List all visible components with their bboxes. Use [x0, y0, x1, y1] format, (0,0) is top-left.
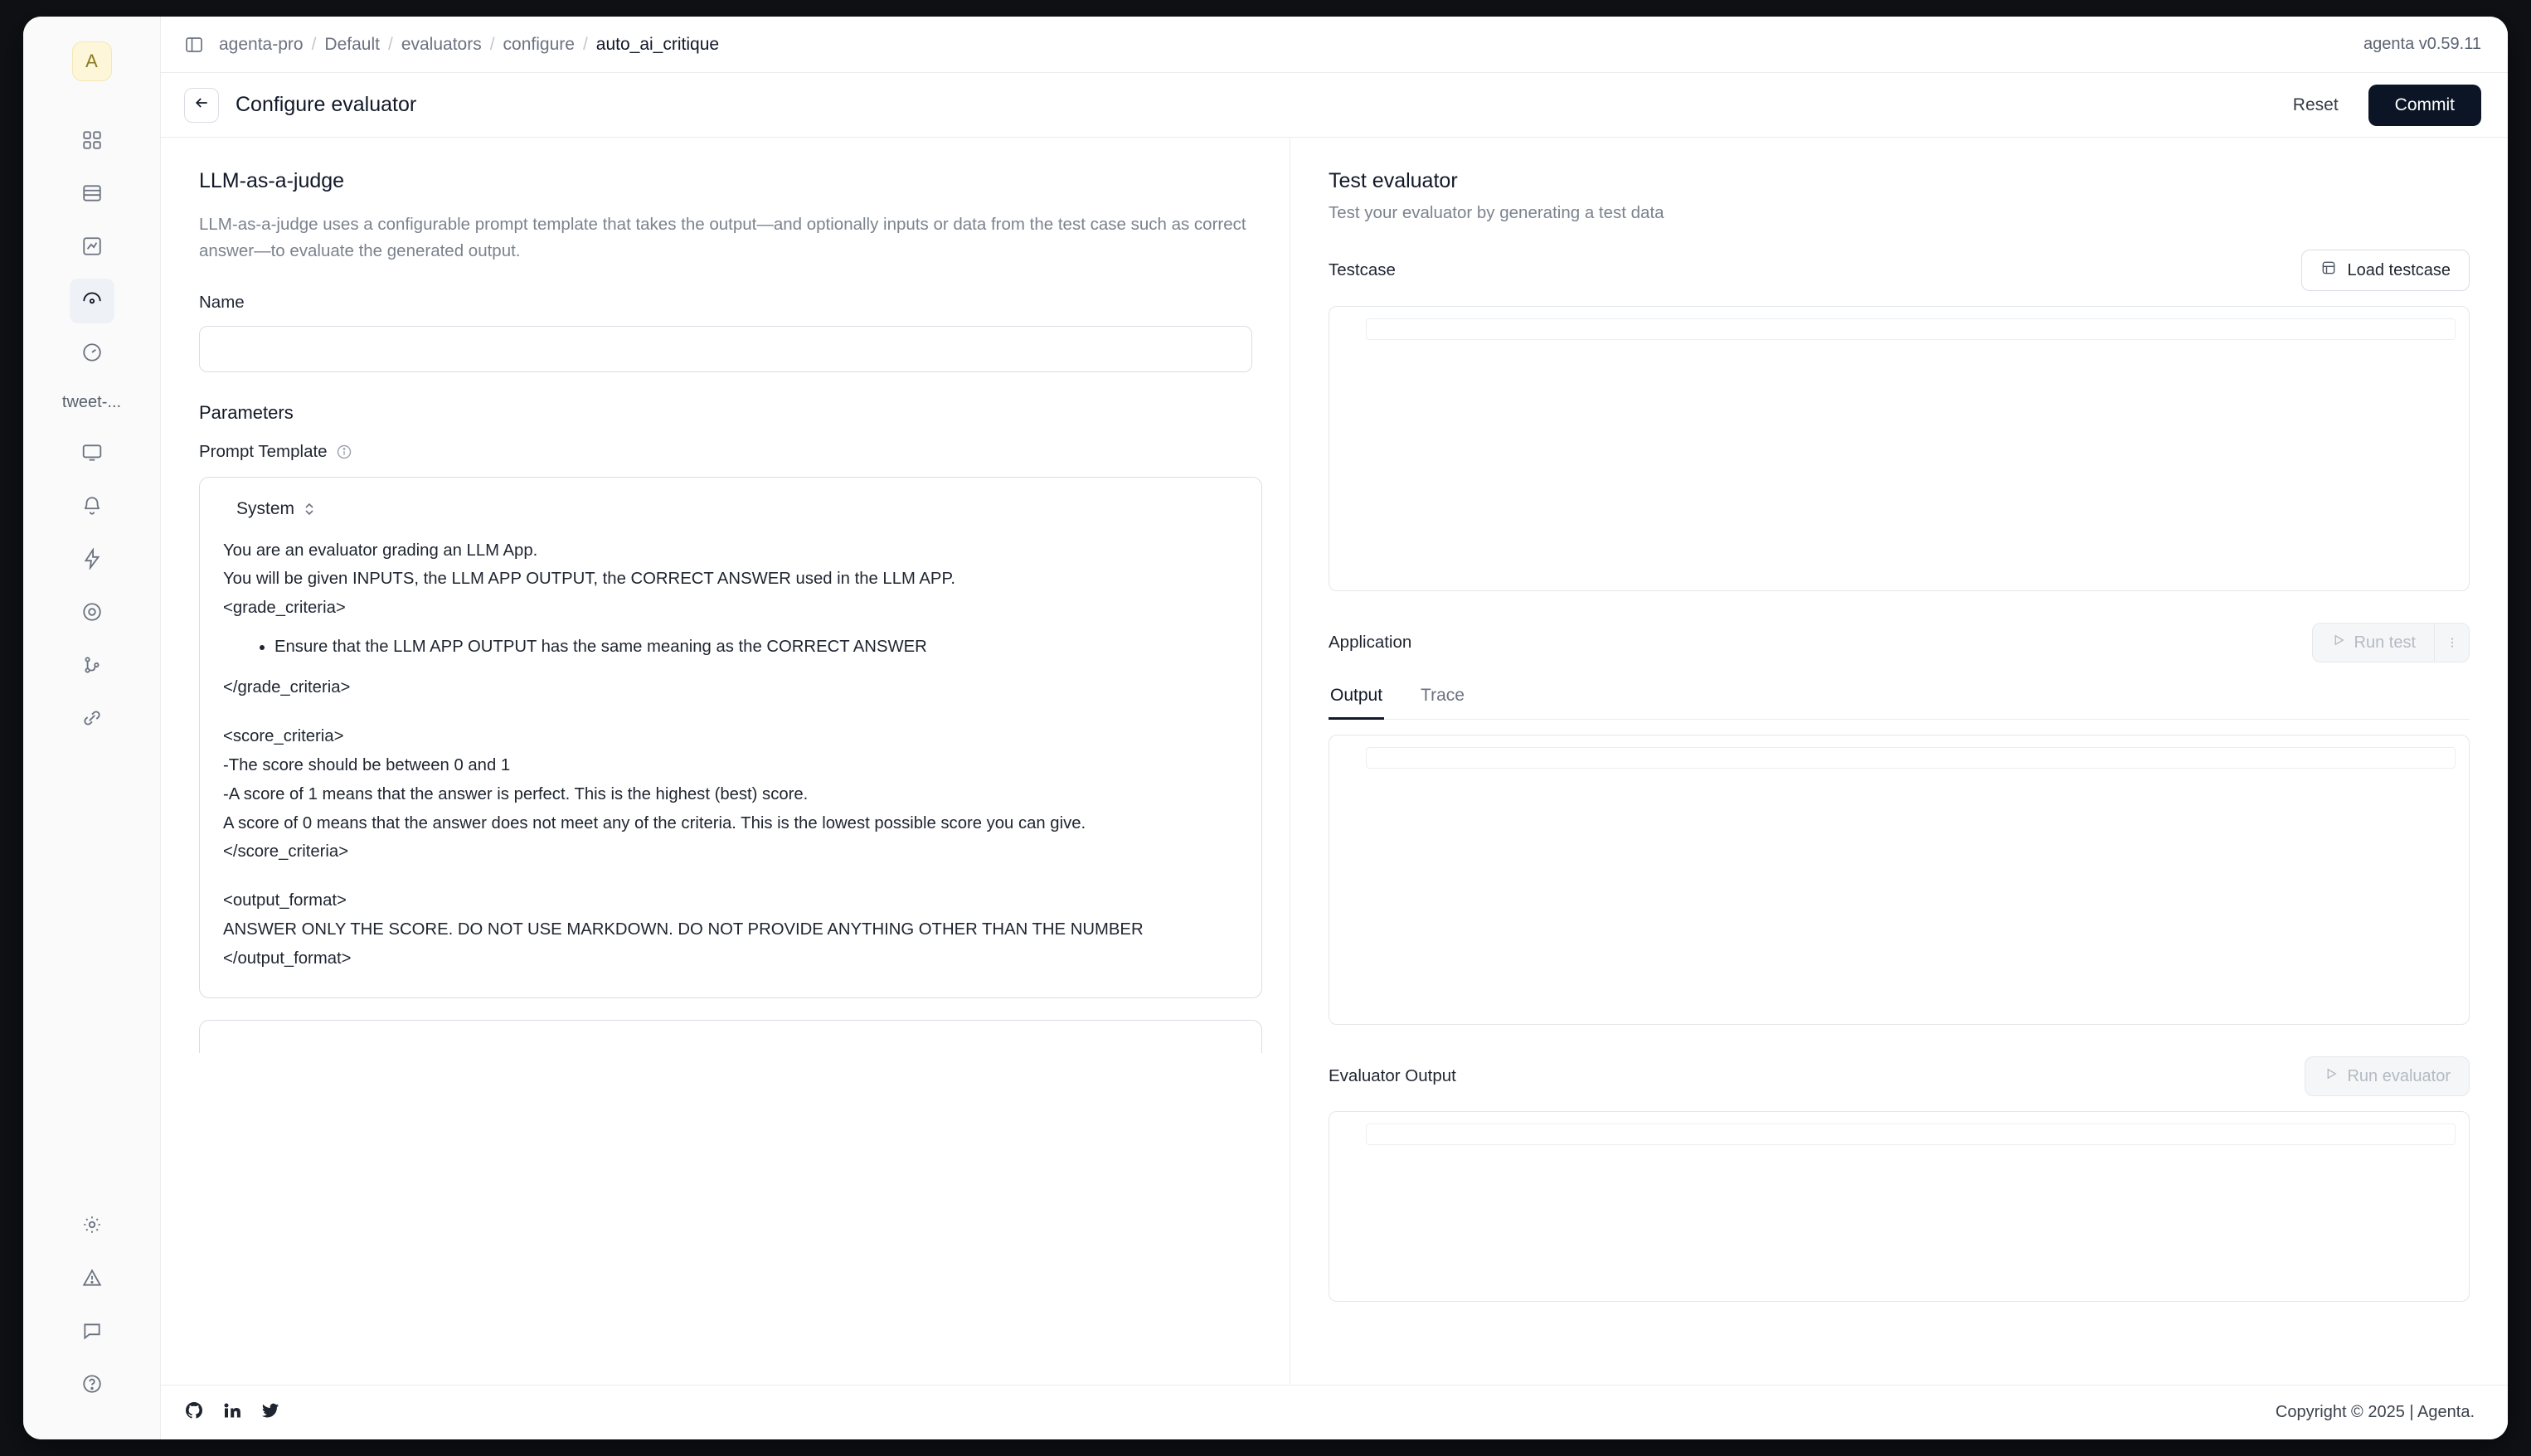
evaluator-description: LLM-as-a-judge uses a configurable prompt template that takes the output—and optionally inputs or data from the test case such as correct answer—to evaluate the generated output. — [199, 215, 1246, 260]
chat-icon — [81, 1320, 103, 1346]
gear-icon — [81, 1214, 103, 1240]
configure-pane — [161, 138, 1290, 1385]
commit-button[interactable]: Commit — [2368, 85, 2481, 126]
sidebar-item-settings[interactable] — [70, 1204, 114, 1249]
app-version: agenta v0.59.11 — [2363, 35, 2481, 53]
sidebar-item-automation[interactable] — [70, 538, 114, 583]
sidebar-item-testsets[interactable] — [70, 172, 114, 217]
prompt-line: <score_criteria> — [223, 726, 344, 745]
reset-button[interactable]: Reset — [2281, 87, 2350, 124]
breadcrumb-separator: / — [311, 34, 317, 54]
breadcrumb-separator: / — [387, 34, 393, 54]
play-icon — [2324, 1066, 2339, 1086]
back-button[interactable] — [184, 88, 219, 123]
prompt-line: <grade_criteria> — [223, 599, 346, 618]
sidebar-item-integrations[interactable] — [70, 697, 114, 742]
breadcrumb-item-evaluators[interactable]: evaluators — [401, 34, 482, 54]
breadcrumb-separator: / — [582, 34, 588, 54]
prompt-line: ANSWER ONLY THE SCORE. DO NOT USE MARKDOWN. DO NOT PROVIDE ANYTHING OTHER THAN THE NUMBER — [223, 920, 1144, 939]
test-evaluator-title: Test evaluator — [1329, 169, 1458, 192]
prompt-line: A score of 0 means that the answer does not meet any of the criteria. This is the lowest possible score you can give. — [223, 813, 1086, 832]
run-test-split-button[interactable] — [2312, 623, 2470, 662]
database-icon — [2320, 260, 2337, 281]
sidebar-item-variants[interactable] — [70, 591, 114, 636]
branch-icon — [81, 654, 103, 680]
link-icon — [81, 707, 103, 733]
name-input[interactable] — [199, 326, 1252, 372]
apps-icon — [81, 129, 103, 155]
arrow-left-icon — [193, 95, 210, 115]
info-icon[interactable] — [336, 444, 352, 460]
output-editor[interactable] — [1329, 735, 2470, 1025]
evaluator-output-label: Evaluator Output — [1329, 1066, 1456, 1085]
sidebar-item-chat[interactable] — [70, 1310, 114, 1355]
run-test-button[interactable] — [2312, 623, 2435, 662]
twitter-icon[interactable] — [260, 1400, 280, 1424]
parameters-heading: Parameters — [199, 401, 294, 423]
sidebar-item-help[interactable] — [70, 1363, 114, 1408]
monitor-icon — [81, 442, 103, 468]
breadcrumb-item-workspace[interactable]: Default — [324, 34, 380, 54]
workspace-logo[interactable]: A — [72, 41, 112, 81]
testcase-editor[interactable] — [1329, 306, 2470, 591]
testcase-header-row — [1329, 250, 2470, 291]
sidebar-item-apps[interactable] — [70, 119, 114, 164]
application-label: Application — [1329, 633, 1412, 652]
sidebar-item-evaluations[interactable] — [70, 332, 114, 376]
gauge-icon — [81, 342, 103, 367]
chevron-updown-icon — [303, 501, 316, 517]
warning-icon — [81, 1267, 103, 1293]
toggle-sidebar-icon[interactable] — [184, 35, 204, 55]
prompt-line: </output_format> — [223, 949, 352, 968]
linkedin-icon[interactable] — [222, 1400, 242, 1424]
breadcrumb-item-configure[interactable]: configure — [503, 34, 575, 54]
sidebar-item-deployment[interactable] — [70, 432, 114, 477]
social-links — [184, 1400, 280, 1424]
sidebar-item-issues[interactable] — [70, 1257, 114, 1302]
sidebar-item-versions[interactable] — [70, 644, 114, 689]
copyright-text: Copyright © 2025 | Agenta. — [2275, 1403, 2475, 1421]
breadcrumb-item-org[interactable]: agenta-pro — [219, 34, 304, 54]
help-icon — [81, 1373, 103, 1399]
prompt-line: You will be given INPUTS, the LLM APP OUTPUT, the CORRECT ANSWER used in the LLM APP. — [223, 570, 955, 589]
prompt-line: -The score should be between 0 and 1 — [223, 755, 511, 774]
play-icon — [2331, 633, 2346, 653]
page-header — [161, 73, 2508, 138]
page-title: Configure evaluator — [236, 93, 417, 116]
prompt-template-label-row — [199, 442, 1251, 462]
application-tabs — [1329, 681, 2470, 720]
prompt-line: You are an evaluator grading an LLM App. — [223, 541, 538, 560]
prompt-role-label: System — [236, 498, 295, 518]
sidebar-item-evaluators[interactable] — [70, 279, 114, 323]
evaluators-icon — [81, 289, 103, 314]
header-actions — [2281, 85, 2481, 126]
testcase-label: Testcase — [1329, 260, 1396, 279]
footer — [161, 1385, 2508, 1439]
github-icon[interactable] — [184, 1400, 204, 1424]
breadcrumb — [219, 35, 719, 55]
test-evaluator-pane — [1290, 138, 2508, 1385]
evaluator-output-header-row — [1329, 1056, 2470, 1096]
app-window — [23, 17, 2508, 1439]
sidebar-item-notifications[interactable] — [70, 485, 114, 530]
breadcrumb-item-current: auto_ai_critique — [595, 34, 720, 54]
sidebar-current-app[interactable]: tweet-... — [61, 393, 122, 411]
load-testcase-button[interactable] — [2301, 250, 2470, 291]
target-icon — [81, 601, 103, 627]
output-editor-line[interactable] — [1366, 747, 2456, 769]
prompt-line: </score_criteria> — [223, 842, 349, 861]
evaluator-output-editor[interactable] — [1329, 1111, 2470, 1302]
prompt-bullet-item: • Ensure that the LLM APP OUTPUT has the same meaning as the CORRECT ANSWER — [274, 633, 1238, 661]
content-body — [161, 138, 2508, 1385]
run-evaluator-label: Run evaluator — [2347, 1066, 2451, 1085]
prompt-template-label: Prompt Template — [199, 441, 328, 461]
evaluator-output-editor-line[interactable] — [1366, 1124, 2456, 1145]
chart-line-icon — [81, 235, 103, 261]
tab-trace[interactable]: Trace — [1421, 686, 1465, 705]
breadcrumb-separator: / — [489, 34, 495, 54]
sidebar — [23, 17, 161, 1439]
sidebar-bottom-group — [70, 1204, 114, 1439]
testsets-icon — [81, 182, 103, 208]
prompt-line: <output_format> — [223, 891, 347, 910]
evaluator-title: LLM-as-a-judge — [199, 169, 345, 192]
prompt-editor-user[interactable] — [199, 1020, 1262, 1053]
main-area — [161, 17, 2508, 1439]
load-testcase-label: Load testcase — [2347, 260, 2451, 279]
bell-icon — [81, 495, 103, 521]
prompt-role-selector[interactable] — [236, 499, 1238, 519]
run-evaluator-button[interactable] — [2305, 1056, 2470, 1096]
run-test-label: Run test — [2354, 633, 2416, 652]
sidebar-item-observability[interactable] — [70, 226, 114, 270]
top-bar — [161, 17, 2508, 73]
testcase-editor-line[interactable] — [1366, 318, 2456, 340]
prompt-line: </grade_criteria> — [223, 678, 351, 697]
tab-output[interactable]: Output — [1329, 681, 1384, 719]
prompt-line: -A score of 1 means that the answer is perfect. This is the highest (best) score. — [223, 784, 809, 803]
application-header-row — [1329, 623, 2470, 662]
name-label: Name — [199, 292, 245, 312]
prompt-editor-system[interactable] — [199, 477, 1262, 998]
test-evaluator-description: Test your evaluator by generating a test data — [1329, 203, 1664, 222]
bolt-icon — [81, 548, 103, 574]
run-test-more-icon[interactable] — [2435, 623, 2470, 662]
